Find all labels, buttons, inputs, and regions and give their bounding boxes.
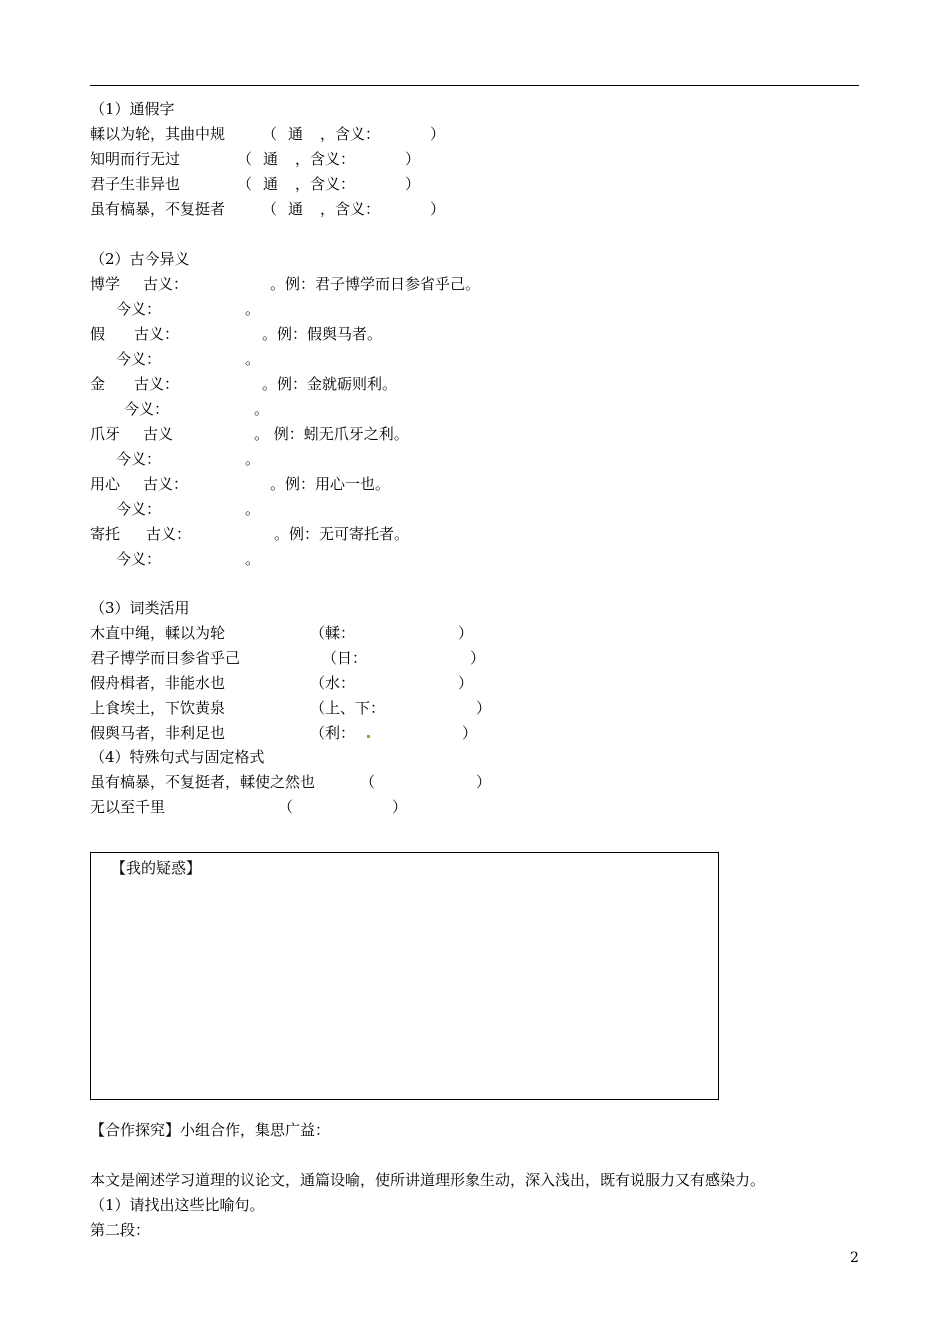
paragraph-label: 第二段： <box>90 1221 151 1239</box>
huoyong-close-2: ） <box>470 649 486 667</box>
tongjia-tong-4: 通 <box>288 200 304 218</box>
tongjia-open-3: （ <box>237 175 253 193</box>
jushi-close-1: ） <box>476 773 492 791</box>
huoyong-hint-2: （日： <box>322 649 368 667</box>
gujin-word-1: 博学 <box>90 275 121 293</box>
gujin-example-2: 。例：假舆马者。 <box>262 325 383 343</box>
gujin-jin-1: 今义： <box>116 300 162 318</box>
gujin-jin-5: 今义： <box>116 500 162 518</box>
tongjia-meaning-3: ，含义： <box>295 175 356 193</box>
gujin-word-4: 爪牙 <box>90 425 121 443</box>
jushi-open-2: （ <box>278 798 294 816</box>
huoyong-close-1: ） <box>458 624 474 642</box>
section1-title: （1）通假字 <box>90 100 175 118</box>
gujin-jin-end-6: 。 <box>245 550 261 568</box>
tongjia-close-3: ） <box>405 175 421 193</box>
gujin-jin-end-2: 。 <box>245 350 261 368</box>
huoyong-phrase-2: 君子博学而日参省乎己 <box>90 649 241 667</box>
tongjia-close-1: ） <box>430 125 446 143</box>
gujin-jin-3: 今义： <box>124 400 170 418</box>
huoyong-phrase-5: 假舆马者，非利足也 <box>90 724 226 742</box>
jushi-phrase-2: 无以至千里 <box>90 798 166 816</box>
tongjia-open-4: （ <box>262 200 278 218</box>
green-mark <box>367 735 370 738</box>
gujin-gu-3: 古义： <box>134 375 180 393</box>
cooperation-paragraph: 本文是阐述学习道理的议论文，通篇设喻，使所讲道理形象生动，深入浅出，既有说服力又有感染力。 <box>90 1171 766 1189</box>
huoyong-close-4: ） <box>476 699 492 717</box>
huoyong-hint-1: （輮： <box>310 624 356 642</box>
gujin-gu-2: 古义： <box>134 325 180 343</box>
gujin-jin-4: 今义： <box>116 450 162 468</box>
tongjia-open-2: （ <box>237 150 253 168</box>
jushi-phrase-1: 虽有槁暴，不复挺者，輮使之然也 <box>90 773 316 791</box>
gujin-jin-end-3: 。 <box>254 400 270 418</box>
gujin-jin-end-4: 。 <box>245 450 261 468</box>
gujin-example-3: 。例：金就砺则利。 <box>262 375 398 393</box>
tongjia-open-1: （ <box>262 125 278 143</box>
page-number: 2 <box>850 1250 859 1266</box>
tongjia-tong-3: 通 <box>263 175 279 193</box>
gujin-gu-5: 古义： <box>143 475 189 493</box>
gujin-example-4: 。 例：蚓无爪牙之利。 <box>254 425 409 443</box>
tongjia-tong-1: 通 <box>288 125 304 143</box>
gujin-word-6: 寄托 <box>90 525 121 543</box>
tongjia-meaning-4: ，含义： <box>320 200 381 218</box>
header-rule <box>90 85 859 86</box>
cooperation-question: （1）请找出这些比喻句。 <box>90 1196 265 1214</box>
section4-title: （4）特殊句式与固定格式 <box>90 748 265 766</box>
jushi-open-1: （ <box>360 773 376 791</box>
gujin-example-5: 。例：用心一也。 <box>270 475 391 493</box>
gujin-jin-6: 今义： <box>116 550 162 568</box>
huoyong-hint-5: （利： <box>310 724 356 742</box>
tongjia-phrase-3: 君子生非异也 <box>90 175 181 193</box>
huoyong-close-3: ） <box>458 674 474 692</box>
gujin-jin-end-5: 。 <box>245 500 261 518</box>
tongjia-close-4: ） <box>430 200 446 218</box>
tongjia-phrase-1: 輮以为轮，其曲中规 <box>90 125 226 143</box>
gujin-jin-end-1: 。 <box>245 300 261 318</box>
gujin-gu-6: 古义： <box>146 525 192 543</box>
huoyong-hint-4: （上、下： <box>310 699 386 717</box>
gujin-example-6: 。例：无可寄托者。 <box>274 525 410 543</box>
gujin-word-5: 用心 <box>90 475 121 493</box>
huoyong-phrase-1: 木直中绳，輮以为轮 <box>90 624 226 642</box>
jushi-close-2: ） <box>392 798 408 816</box>
gujin-jin-2: 今义： <box>116 350 162 368</box>
tongjia-phrase-4: 虽有槁暴，不复挺者 <box>90 200 226 218</box>
tongjia-meaning-2: ，含义： <box>295 150 356 168</box>
gujin-word-3: 金 <box>90 375 106 393</box>
doubt-box-title: 【我的疑惑】 <box>111 859 202 877</box>
gujin-gu-1: 古义： <box>143 275 189 293</box>
tongjia-close-2: ） <box>405 150 421 168</box>
gujin-word-2: 假 <box>90 325 106 343</box>
gujin-example-1: 。例：君子博学而日参省乎己。 <box>270 275 481 293</box>
huoyong-phrase-4: 上食埃土，下饮黄泉 <box>90 699 226 717</box>
doubt-box[interactable] <box>90 852 719 1100</box>
tongjia-meaning-1: ，含义： <box>320 125 381 143</box>
huoyong-phrase-3: 假舟楫者，非能水也 <box>90 674 226 692</box>
section2-title: （2）古今异义 <box>90 250 190 268</box>
tongjia-tong-2: 通 <box>263 150 279 168</box>
huoyong-hint-3: （水： <box>310 674 356 692</box>
tongjia-phrase-2: 知明而行无过 <box>90 150 181 168</box>
gujin-gu-4: 古义 <box>143 425 174 443</box>
cooperation-heading: 【合作探究】小组合作，集思广益： <box>90 1121 331 1139</box>
section3-title: （3）词类活用 <box>90 599 190 617</box>
huoyong-close-5: ） <box>462 724 478 742</box>
